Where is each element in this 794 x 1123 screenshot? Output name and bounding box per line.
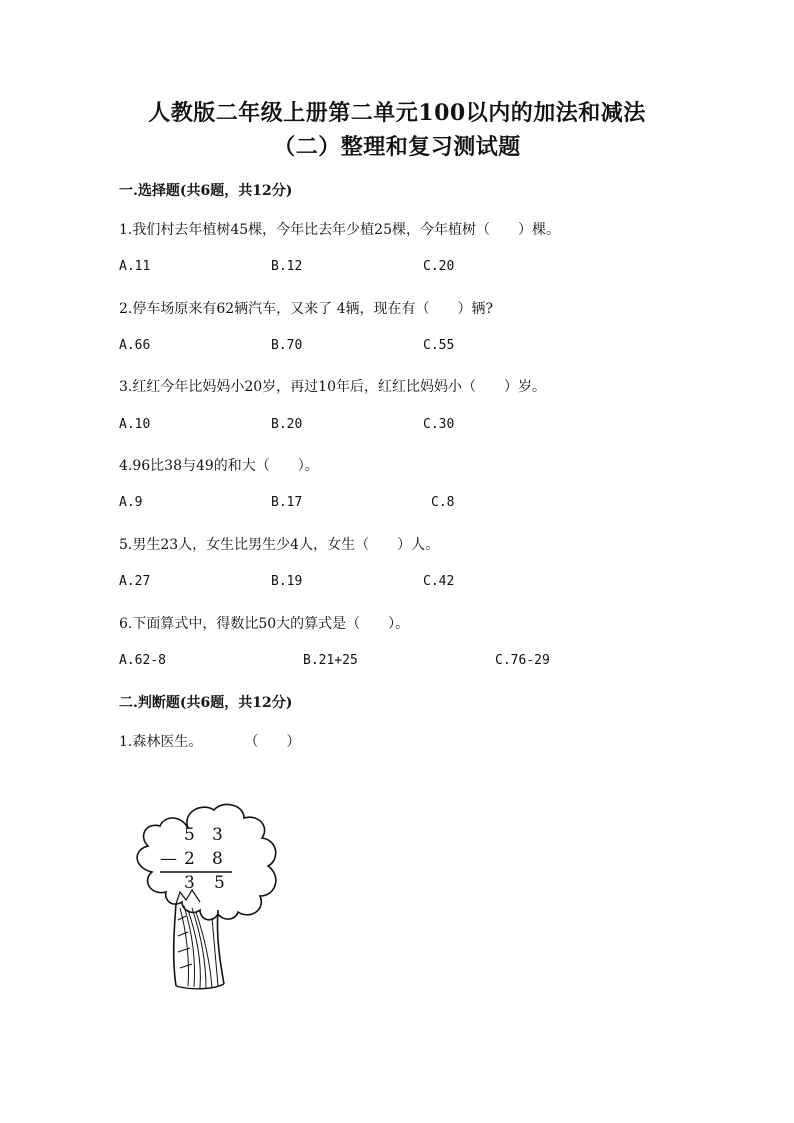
tree-trunk-left: [174, 904, 176, 986]
tree-bark-lines: [178, 906, 218, 988]
option-c: C.42: [423, 574, 455, 589]
question-2: 2.停车场原来有62辆汽车，又来了 4辆，现在有（ ）辆?: [119, 301, 494, 317]
option-c: C.30: [423, 417, 455, 432]
tree-trunk-right: [217, 910, 224, 984]
minus-sign: —: [160, 849, 177, 869]
page-subtitle: （二）整理和复习测试题: [273, 134, 521, 160]
digit-row1-tens: 5: [184, 825, 195, 845]
judgement-question-1: 1.森林医生。 （ ）: [119, 734, 301, 750]
page-title: 人教版二年级上册第二单元100以内的加法和减法: [148, 100, 646, 126]
option-b: B.21+25: [303, 653, 358, 668]
option-b: B.70: [271, 338, 303, 353]
option-c: C.76-29: [495, 653, 550, 668]
option-a: A.11: [119, 259, 151, 274]
digit-row2-tens: 2: [184, 849, 195, 869]
digit-row2-ones: 8: [212, 849, 223, 869]
option-c: C.8: [431, 495, 455, 510]
section-heading-judgement: 二.判断题(共6题，共12分): [119, 695, 293, 711]
option-c: C.55: [423, 338, 455, 353]
option-c: C.20: [423, 259, 455, 274]
tree-illustration: [120, 800, 290, 995]
question-5: 5.男生23人，女生比男生少4人，女生（ ）人。: [119, 537, 440, 553]
option-a: A.10: [119, 417, 151, 432]
question-3: 3.红红今年比妈妈小20岁，再过10年后，红红比妈妈小（ ）岁。: [119, 379, 546, 395]
section-heading-choice: 一.选择题(共6题，共12分): [119, 183, 293, 199]
digit-result-tens: 3: [184, 873, 195, 893]
option-a: A.27: [119, 574, 151, 589]
digit-row1-ones: 3: [212, 825, 223, 845]
question-6: 6.下面算式中，得数比50大的算式是（ ）。: [119, 616, 410, 632]
question-1: 1.我们村去年植树45棵，今年比去年少植25棵，今年植树（ ）棵。: [119, 222, 560, 238]
tree-crown-outline: [137, 804, 276, 919]
question-4: 4.96比38与49的和大（ ）。: [119, 458, 319, 474]
digit-result-ones: 5: [214, 873, 225, 893]
option-b: B.20: [271, 417, 303, 432]
option-b: B.12: [271, 259, 303, 274]
option-a: A.62-8: [119, 653, 166, 668]
option-a: A.66: [119, 338, 151, 353]
option-b: B.17: [271, 495, 303, 510]
option-a: A.9: [119, 495, 143, 510]
option-b: B.19: [271, 574, 303, 589]
